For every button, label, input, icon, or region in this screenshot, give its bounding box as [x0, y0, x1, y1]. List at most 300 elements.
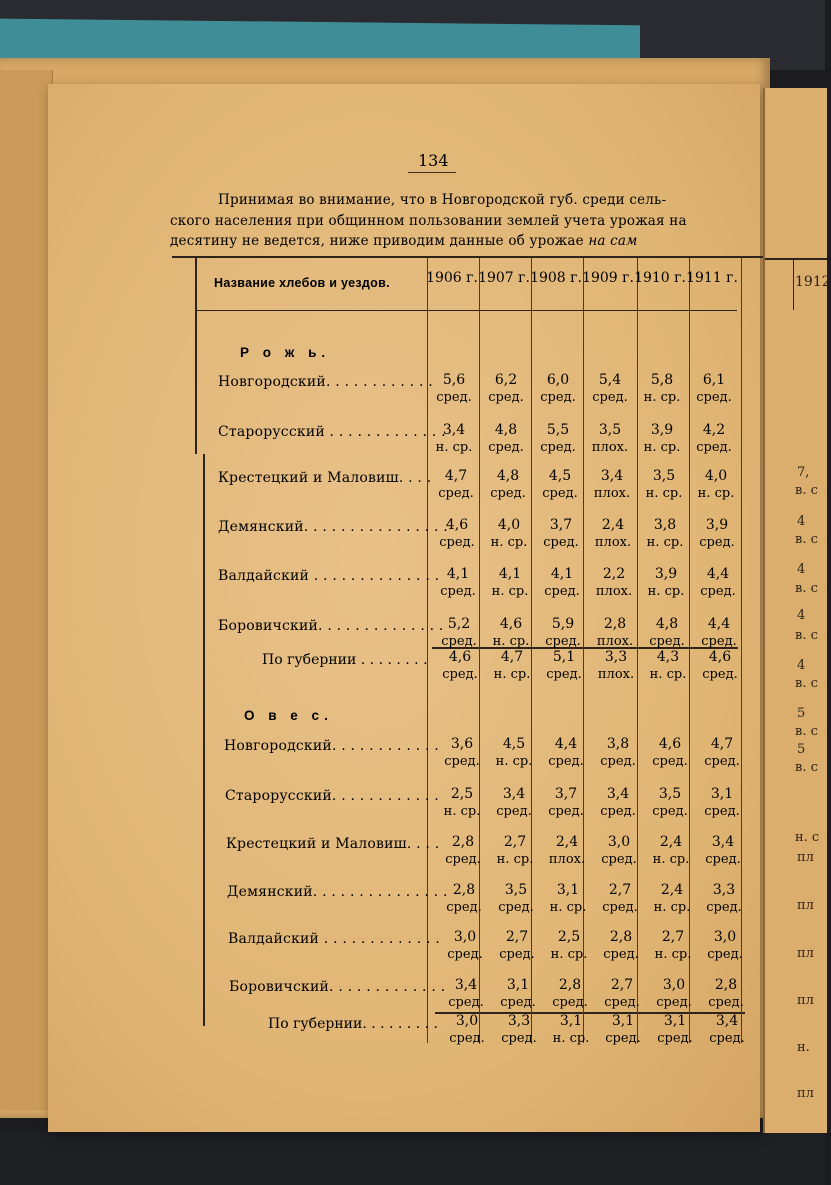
yield-value: 3,8 [653, 517, 677, 533]
yield-value: 5,8 [650, 372, 674, 388]
yield-quality: н. ср. [646, 535, 684, 550]
table-row-cell [536, 566, 588, 600]
table-row-cell [432, 566, 484, 600]
yield-value: 3,3 [604, 649, 628, 665]
yield-quality: плох. [595, 584, 633, 599]
yield-value: 6,2 [494, 372, 518, 388]
total-row-cell [538, 649, 590, 683]
yield-value: 3,3 [712, 882, 736, 898]
facing-fragment: 5 [797, 742, 806, 757]
yield-value: 3,8 [606, 736, 630, 752]
total-row-cell [486, 649, 538, 683]
facing-fragment: пл [797, 1086, 814, 1101]
intro-line-2: ского населения при общинном пользовании землей учета урожая на [170, 213, 687, 229]
table-row-cell [636, 422, 688, 456]
yield-value: 4,4 [554, 736, 578, 752]
yield-quality: н. ср. [549, 900, 587, 915]
district-name: Валдайский . . . . . . . . . . . . . . [218, 568, 440, 584]
yield-value: 4,5 [502, 736, 526, 752]
table-row-cell [490, 882, 542, 916]
yield-quality: сред. [447, 947, 483, 962]
yield-value: 2,8 [603, 616, 627, 632]
yield-quality: н. ср. [550, 947, 588, 962]
table-row-cell [484, 566, 536, 600]
table-row-cell [644, 736, 696, 770]
yield-quality: сред. [708, 995, 744, 1010]
yield-quality: сред. [552, 995, 588, 1010]
table-row-cell [644, 786, 696, 820]
yield-value: 2,7 [608, 882, 632, 898]
yield-value: 3,0 [713, 929, 737, 945]
table-top-rule [172, 256, 764, 258]
yield-quality: сред. [604, 995, 640, 1010]
yield-quality: сред. [499, 947, 535, 962]
yield-quality: сред. [441, 634, 477, 649]
yield-value: 3,1 [559, 1013, 583, 1029]
facing-fragment: 7, [797, 465, 810, 480]
yield-quality: н. ср. [645, 486, 683, 501]
yield-quality: сред. [548, 804, 584, 819]
yield-value: 6,1 [702, 372, 726, 388]
table-row-cell [593, 834, 645, 868]
yield-value: 2,4 [601, 517, 625, 533]
yield-value: 5,2 [447, 616, 471, 632]
yield-value: 2,7 [505, 929, 529, 945]
yield-value: 4,5 [548, 468, 572, 484]
district-name: Боровичский. . . . . . . . . . . . . . [218, 618, 444, 634]
yield-value: 4,1 [446, 566, 470, 582]
district-name: Валдайский . . . . . . . . . . . . . [228, 931, 440, 947]
yield-value: 3,4 [600, 468, 624, 484]
yield-quality: н. ср. [492, 634, 530, 649]
table-row-cell [488, 736, 540, 770]
table-row-cell [488, 786, 540, 820]
yield-quality: сред. [545, 634, 581, 649]
yield-quality: сред. [488, 390, 524, 405]
yield-value: 3,1 [556, 882, 580, 898]
table-row-cell [535, 517, 587, 551]
table-row-cell [696, 736, 748, 770]
facing-fragment: 4 [797, 514, 806, 529]
table-row-cell [540, 786, 592, 820]
table-row-cell [697, 834, 749, 868]
facing-fragment: н. [797, 1040, 810, 1055]
table-row-cell [532, 372, 584, 406]
table-left-rule-lower [203, 454, 205, 1026]
yield-quality: сред. [704, 754, 740, 769]
yield-quality: сред. [600, 804, 636, 819]
yield-quality: н. ср. [654, 947, 692, 962]
yield-quality: сред. [704, 804, 740, 819]
yield-value: 3,4 [606, 786, 630, 802]
facing-fragment: 4 [797, 562, 806, 577]
table-row-cell [588, 566, 640, 600]
facing-fragment: в. с [795, 724, 818, 739]
yield-value: 4,6 [708, 649, 732, 665]
yield-value: 4,8 [655, 616, 679, 632]
yield-value: 4,4 [706, 566, 730, 582]
total-row-cell [701, 1013, 753, 1047]
yield-quality: сред. [600, 754, 636, 769]
total-row-cell [642, 649, 694, 683]
yield-quality: сред. [488, 440, 524, 455]
yield-quality: н. ср. [652, 852, 690, 867]
total-row-cell [649, 1013, 701, 1047]
yield-quality: н. ср. [643, 390, 681, 405]
yield-quality: сред. [540, 440, 576, 455]
yield-quality: н. ср. [443, 804, 481, 819]
district-name: Крестецкий и Маловиш. . . . [226, 836, 440, 852]
table-row-cell [485, 616, 537, 650]
yield-quality: н. ср. [491, 584, 529, 599]
table-row-cell [437, 834, 489, 868]
yield-quality: сред. [438, 486, 474, 501]
table-row-cell [440, 977, 492, 1011]
yield-value: 2,5 [450, 786, 474, 802]
table-row-cell [696, 786, 748, 820]
intro-line-1: Принимая во внимание, что в Новгородской губ. среди сель- [218, 192, 667, 208]
yield-value: 2,8 [452, 882, 476, 898]
yield-value: 4,7 [500, 649, 524, 665]
yield-quality: сред. [543, 535, 579, 550]
yield-quality: сред. [490, 486, 526, 501]
yield-quality: н. ср. [643, 440, 681, 455]
yield-quality: сред. [592, 390, 628, 405]
yield-quality: сред. [696, 440, 732, 455]
yield-value: 4,6 [445, 517, 469, 533]
table-row-cell [648, 977, 700, 1011]
district-name: Демянский. . . . . . . . . . . . . . . . [218, 519, 448, 535]
yield-value: 3,0 [455, 1013, 479, 1029]
district-name: Новгородский. . . . . . . . . . . . [224, 738, 439, 754]
yield-quality: плох. [594, 535, 632, 550]
yield-value: 4,7 [444, 468, 468, 484]
yield-value: 4,6 [448, 649, 472, 665]
table-row-cell [439, 929, 491, 963]
total-row-cell [545, 1013, 597, 1047]
yield-quality: сред. [501, 1031, 537, 1046]
yield-quality: сред. [436, 390, 472, 405]
facing-fragment: в. с [795, 483, 818, 498]
yield-value: 4,7 [710, 736, 734, 752]
province-total-label: По губернии. . . . . . . . . [268, 1016, 438, 1032]
yield-value: 5,6 [442, 372, 466, 388]
table-row-cell [692, 566, 744, 600]
table-row-cell [698, 882, 750, 916]
table-row-cell [688, 422, 740, 456]
table-row-cell [645, 834, 697, 868]
yield-value: 3,4 [502, 786, 526, 802]
yield-value: 3,7 [549, 517, 573, 533]
yield-value: 3,4 [454, 977, 478, 993]
table-row-cell [438, 882, 490, 916]
yield-quality: н. ср. [552, 1031, 590, 1046]
yield-quality: плох. [596, 634, 634, 649]
yield-value: 3,5 [658, 786, 682, 802]
yield-value: 3,0 [607, 834, 631, 850]
table-row-cell [436, 736, 488, 770]
table-row-cell [543, 929, 595, 963]
table-row-cell [589, 616, 641, 650]
yield-quality: сред. [602, 900, 638, 915]
yield-value: 2,8 [609, 929, 633, 945]
yield-value: 2,4 [660, 882, 684, 898]
yield-value: 5,4 [598, 372, 622, 388]
yield-quality: н. ср. [653, 900, 691, 915]
facing-page-fragment [763, 88, 831, 1133]
yield-quality: сред. [603, 947, 639, 962]
page-number-underline [408, 172, 456, 173]
table-row-cell [436, 786, 488, 820]
yield-quality: сред. [701, 634, 737, 649]
table-row-cell [492, 977, 544, 1011]
yield-quality: сред. [540, 390, 576, 405]
table-row-cell [639, 517, 691, 551]
table-row-cell [592, 736, 644, 770]
yield-quality: сред. [652, 754, 688, 769]
facing-fragment: пл [797, 993, 814, 1008]
table-row-cell [430, 468, 482, 502]
yield-value: 3,5 [652, 468, 676, 484]
yield-value: 3,4 [715, 1013, 739, 1029]
district-name: Боровичский. . . . . . . . . . . . . [229, 979, 446, 995]
yield-quality: н. ср. [649, 667, 687, 682]
yield-value: 4,6 [658, 736, 682, 752]
table-row-cell [489, 834, 541, 868]
yield-value: 4,8 [496, 468, 520, 484]
yield-value: 3,1 [663, 1013, 687, 1029]
total-row-cell [441, 1013, 493, 1047]
yield-value: 2,5 [557, 929, 581, 945]
yield-value: 4,1 [550, 566, 574, 582]
yield-quality: сред. [707, 947, 743, 962]
yield-quality: н. ср. [493, 667, 531, 682]
yield-quality: сред. [498, 900, 534, 915]
yield-quality: сред. [440, 584, 476, 599]
yield-quality: сред. [656, 995, 692, 1010]
yield-quality: сред. [649, 634, 685, 649]
section-title: Р о ж ь. [240, 345, 331, 360]
yield-value: 3,6 [450, 736, 474, 752]
yield-value: 2,7 [610, 977, 634, 993]
facing-fragment: в. с [795, 628, 818, 643]
yield-quality: сред. [445, 852, 481, 867]
yield-quality: сред. [652, 804, 688, 819]
table-row-cell [586, 468, 638, 502]
yield-quality: сред. [544, 584, 580, 599]
yield-value: 2,4 [659, 834, 683, 850]
table-row-cell [700, 977, 752, 1011]
table-row-cell [480, 422, 532, 456]
yield-quality: н. ср. [490, 535, 528, 550]
yield-quality: н. ср. [647, 584, 685, 599]
yield-value: 3,9 [650, 422, 674, 438]
yield-quality: н. ср. [697, 486, 735, 501]
table-row-cell [483, 517, 535, 551]
facing-fragment: пл [797, 898, 814, 913]
yield-value: 4,0 [704, 468, 728, 484]
intro-italic-text: на сам [588, 233, 638, 249]
yield-quality: плох. [597, 667, 635, 682]
province-total-label: По губернии . . . . . . . . [262, 652, 428, 668]
yield-quality: н. ср. [495, 754, 533, 769]
table-row-cell [428, 372, 480, 406]
facing-fragment: в. с [795, 676, 818, 691]
facing-fragment: 4 [797, 608, 806, 623]
yield-quality: сред. [446, 900, 482, 915]
yield-value: 3,1 [710, 786, 734, 802]
yield-value: 2,8 [558, 977, 582, 993]
yield-quality: сред. [542, 486, 578, 501]
table-row-cell [544, 977, 596, 1011]
table-row-cell [542, 882, 594, 916]
yield-quality: плох. [593, 486, 631, 501]
desk-background-bottom [0, 1130, 825, 1185]
facing-fragment: пл [797, 850, 814, 865]
yield-quality: сред. [699, 535, 735, 550]
intro-line-3 [170, 233, 638, 249]
yield-quality: плох. [548, 852, 586, 867]
yield-quality: сред. [706, 900, 742, 915]
year-header: 1906 г. [426, 270, 478, 286]
book-page-edges [0, 70, 53, 1110]
district-name: Крестецкий и Маловиш. . . . [218, 470, 432, 486]
district-name: Новгородский. . . . . . . . . . . . [218, 374, 433, 390]
year-header: 1911 г. [686, 270, 738, 286]
table-row-cell [433, 616, 485, 650]
yield-value: 3,9 [654, 566, 678, 582]
table-row-cell [596, 977, 648, 1011]
facing-fragment: пл [797, 946, 814, 961]
facing-fragment: в. с [795, 532, 818, 547]
table-row-cell [584, 422, 636, 456]
year-header: 1907 г. [478, 270, 530, 286]
yield-value: 2,7 [661, 929, 685, 945]
yield-value: 4,2 [702, 422, 726, 438]
yield-value: 4,1 [498, 566, 522, 582]
table-row-cell [540, 736, 592, 770]
header-bottom-rule [197, 310, 737, 311]
yield-value: 3,1 [611, 1013, 635, 1029]
yield-value: 3,7 [554, 786, 578, 802]
facing-year-header: 1912 [795, 274, 831, 290]
yield-value: 4,8 [494, 422, 518, 438]
facing-fragment: в. с [795, 581, 818, 596]
table-row-cell [641, 616, 693, 650]
yield-quality: плох. [591, 440, 629, 455]
yield-quality: сред. [705, 852, 741, 867]
yield-quality: сред. [700, 584, 736, 599]
table-row-cell [584, 372, 636, 406]
yield-value: 2,2 [602, 566, 626, 582]
district-name: Старорусский . . . . . . . . . . . . . [218, 424, 446, 440]
table-row-cell [636, 372, 688, 406]
yield-quality: сред. [702, 667, 738, 682]
table-row-cell [482, 468, 534, 502]
year-header: 1909 г. [582, 270, 634, 286]
table-row-cell [688, 372, 740, 406]
yield-value: 3,0 [662, 977, 686, 993]
yield-quality: н. ср. [435, 440, 473, 455]
total-row-cell [597, 1013, 649, 1047]
yield-quality: сред. [548, 754, 584, 769]
table-row-cell [541, 834, 593, 868]
yield-value: 2,8 [714, 977, 738, 993]
table-row-cell [537, 616, 589, 650]
column-header-name: Название хлебов и уездов. [214, 276, 390, 290]
yield-value: 3,1 [506, 977, 530, 993]
yield-value: 4,0 [497, 517, 521, 533]
district-name: Старорусский. . . . . . . . . . . . [225, 788, 439, 804]
yield-value: 5,9 [551, 616, 575, 632]
facing-fragment: в. с [795, 760, 818, 775]
table-row-cell [491, 929, 543, 963]
table-row-cell [431, 517, 483, 551]
page-number: 134 [418, 151, 449, 170]
yield-value: 4,3 [656, 649, 680, 665]
year-header: 1910 г. [634, 270, 686, 286]
table-row-cell [638, 468, 690, 502]
table-row-cell [587, 517, 639, 551]
yield-quality: сред. [444, 754, 480, 769]
facing-fragment: 5 [797, 706, 806, 721]
yield-value: 3,4 [711, 834, 735, 850]
district-name: Демянский. . . . . . . . . . . . . . . [227, 884, 448, 900]
yield-value: 5,1 [552, 649, 576, 665]
table-row-cell [595, 929, 647, 963]
total-row-cell [694, 649, 746, 683]
table-row-cell [699, 929, 751, 963]
yield-value: 5,5 [546, 422, 570, 438]
yield-value: 2,7 [503, 834, 527, 850]
table-row-cell [532, 422, 584, 456]
facing-column-line [793, 260, 794, 310]
yield-value: 2,8 [451, 834, 475, 850]
facing-fragment: 4 [797, 658, 806, 673]
yield-quality: сред. [696, 390, 732, 405]
table-row-cell [640, 566, 692, 600]
yield-value: 6,0 [546, 372, 570, 388]
total-row-cell [493, 1013, 545, 1047]
table-row-cell [592, 786, 644, 820]
yield-value: 4,6 [499, 616, 523, 632]
yield-value: 2,4 [555, 834, 579, 850]
table-left-rule-upper [195, 258, 197, 454]
yield-value: 3,3 [507, 1013, 531, 1029]
yield-value: 3,9 [705, 517, 729, 533]
yield-value: 4,4 [707, 616, 731, 632]
yield-quality: сред. [448, 995, 484, 1010]
year-header: 1908 г. [530, 270, 582, 286]
yield-value: 3,4 [442, 422, 466, 438]
table-row-cell [428, 422, 480, 456]
yield-value: 3,5 [598, 422, 622, 438]
yield-quality: сред. [500, 995, 536, 1010]
total-row-cell [590, 649, 642, 683]
table-row-cell [480, 372, 532, 406]
facing-top-rule [765, 258, 827, 260]
yield-value: 3,5 [504, 882, 528, 898]
table-row-cell [691, 517, 743, 551]
table-row-cell [693, 616, 745, 650]
yield-quality: сред. [546, 667, 582, 682]
yield-quality: сред. [449, 1031, 485, 1046]
yield-quality: сред. [601, 852, 637, 867]
yield-quality: сред. [442, 667, 478, 682]
yield-quality: сред. [709, 1031, 745, 1046]
table-row-cell [647, 929, 699, 963]
yield-quality: н. ср. [496, 852, 534, 867]
